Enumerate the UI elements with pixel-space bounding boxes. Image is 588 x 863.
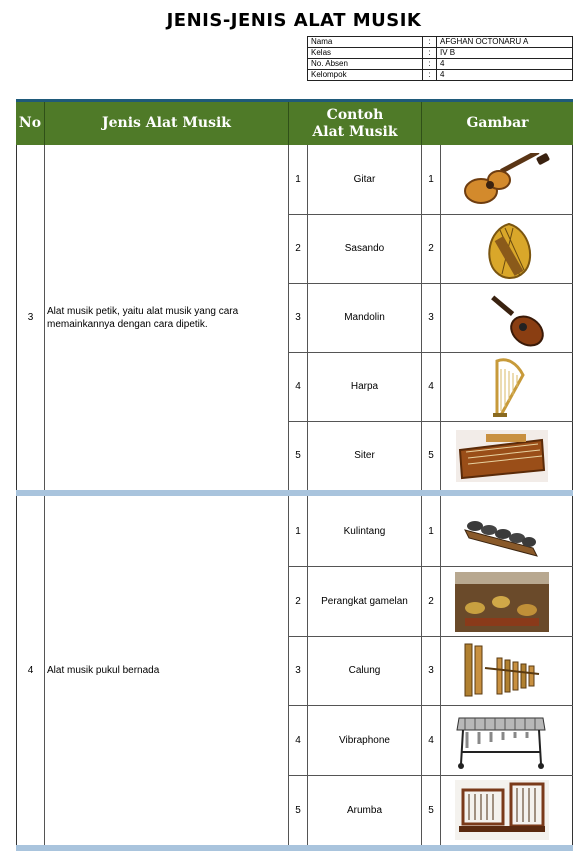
item-name: Perangkat gamelan (321, 595, 408, 607)
info-value: 4 (437, 70, 573, 81)
mandolin-icon (485, 289, 549, 349)
info-value: IV B (437, 48, 573, 59)
picture-number: 4 (428, 734, 434, 746)
group-pukul (16, 496, 573, 851)
info-separator: : (423, 59, 437, 70)
arumba-icon (455, 780, 549, 840)
header-gambar: Gambar (466, 115, 529, 131)
group-number: 3 (27, 312, 34, 323)
item-name: Harpa (350, 381, 379, 392)
info-label: Kelas (308, 48, 423, 59)
item-number: 2 (295, 595, 301, 607)
item-name: Vibraphone (339, 734, 390, 746)
item-name: Sasando (344, 243, 385, 254)
picture-number: 4 (428, 381, 434, 392)
item-number: 5 (295, 450, 301, 461)
group-petik (16, 145, 573, 496)
item-number: 4 (295, 734, 301, 746)
info-row-nama (308, 37, 573, 48)
item-number: 1 (295, 525, 301, 537)
picture-number: 3 (428, 665, 434, 676)
gamelan-icon (455, 572, 549, 632)
item-name: Kulintang (343, 525, 386, 537)
picture-number: 2 (428, 595, 434, 607)
info-label: Kelompok (308, 70, 423, 81)
calung-icon (457, 640, 547, 700)
item-name: Calung (348, 665, 381, 676)
item-name: Siter (354, 450, 375, 461)
picture-number: 5 (428, 804, 434, 816)
harp-icon (489, 355, 529, 419)
info-label: No. Absen (308, 59, 423, 70)
item-name: Gitar (353, 174, 376, 185)
info-row-kelas (308, 48, 573, 59)
picture-number: 3 (428, 312, 434, 323)
item-number: 3 (295, 665, 301, 676)
item-number: 2 (295, 243, 301, 254)
item-number: 3 (295, 312, 301, 323)
siter-icon (456, 430, 548, 482)
info-separator: : (423, 37, 437, 48)
info-row-kelompok (308, 70, 573, 81)
group-description: Alat musik petik, yaitu alat musik yang cara memainkannya dengan cara dipetik. (47, 305, 239, 330)
vibraphone-icon (453, 708, 549, 770)
info-value: AFGHAN OCTONARU A (437, 37, 573, 48)
picture-number: 2 (428, 243, 434, 254)
page-title: JENIS-JENIS ALAT MUSIK (166, 10, 422, 31)
kulintang-icon (461, 502, 543, 560)
picture-number: 1 (428, 174, 434, 185)
picture-number: 1 (428, 525, 434, 537)
header-jenis: Jenis Alat Musik (102, 115, 231, 131)
header-no: No (18, 115, 42, 131)
info-label: Nama (308, 37, 423, 48)
info-separator: : (423, 48, 437, 59)
item-name: Arumba (346, 804, 382, 816)
group-number: 4 (27, 665, 34, 676)
table-header (16, 99, 573, 145)
info-separator: : (423, 70, 437, 81)
guitar-icon (457, 153, 557, 207)
item-number: 1 (295, 174, 301, 185)
header-contoh: Contoh Alat Musik (312, 106, 398, 140)
info-value: 4 (437, 59, 573, 70)
info-row-absen (308, 59, 573, 70)
picture-number: 5 (428, 450, 434, 461)
item-name: Mandolin (344, 312, 385, 323)
item-number: 4 (295, 381, 301, 392)
instrument-table (16, 99, 573, 851)
sasando-icon (480, 220, 538, 280)
group-description: Alat musik pukul bernada (47, 665, 160, 676)
student-info-table (307, 36, 573, 81)
item-number: 5 (295, 804, 301, 816)
